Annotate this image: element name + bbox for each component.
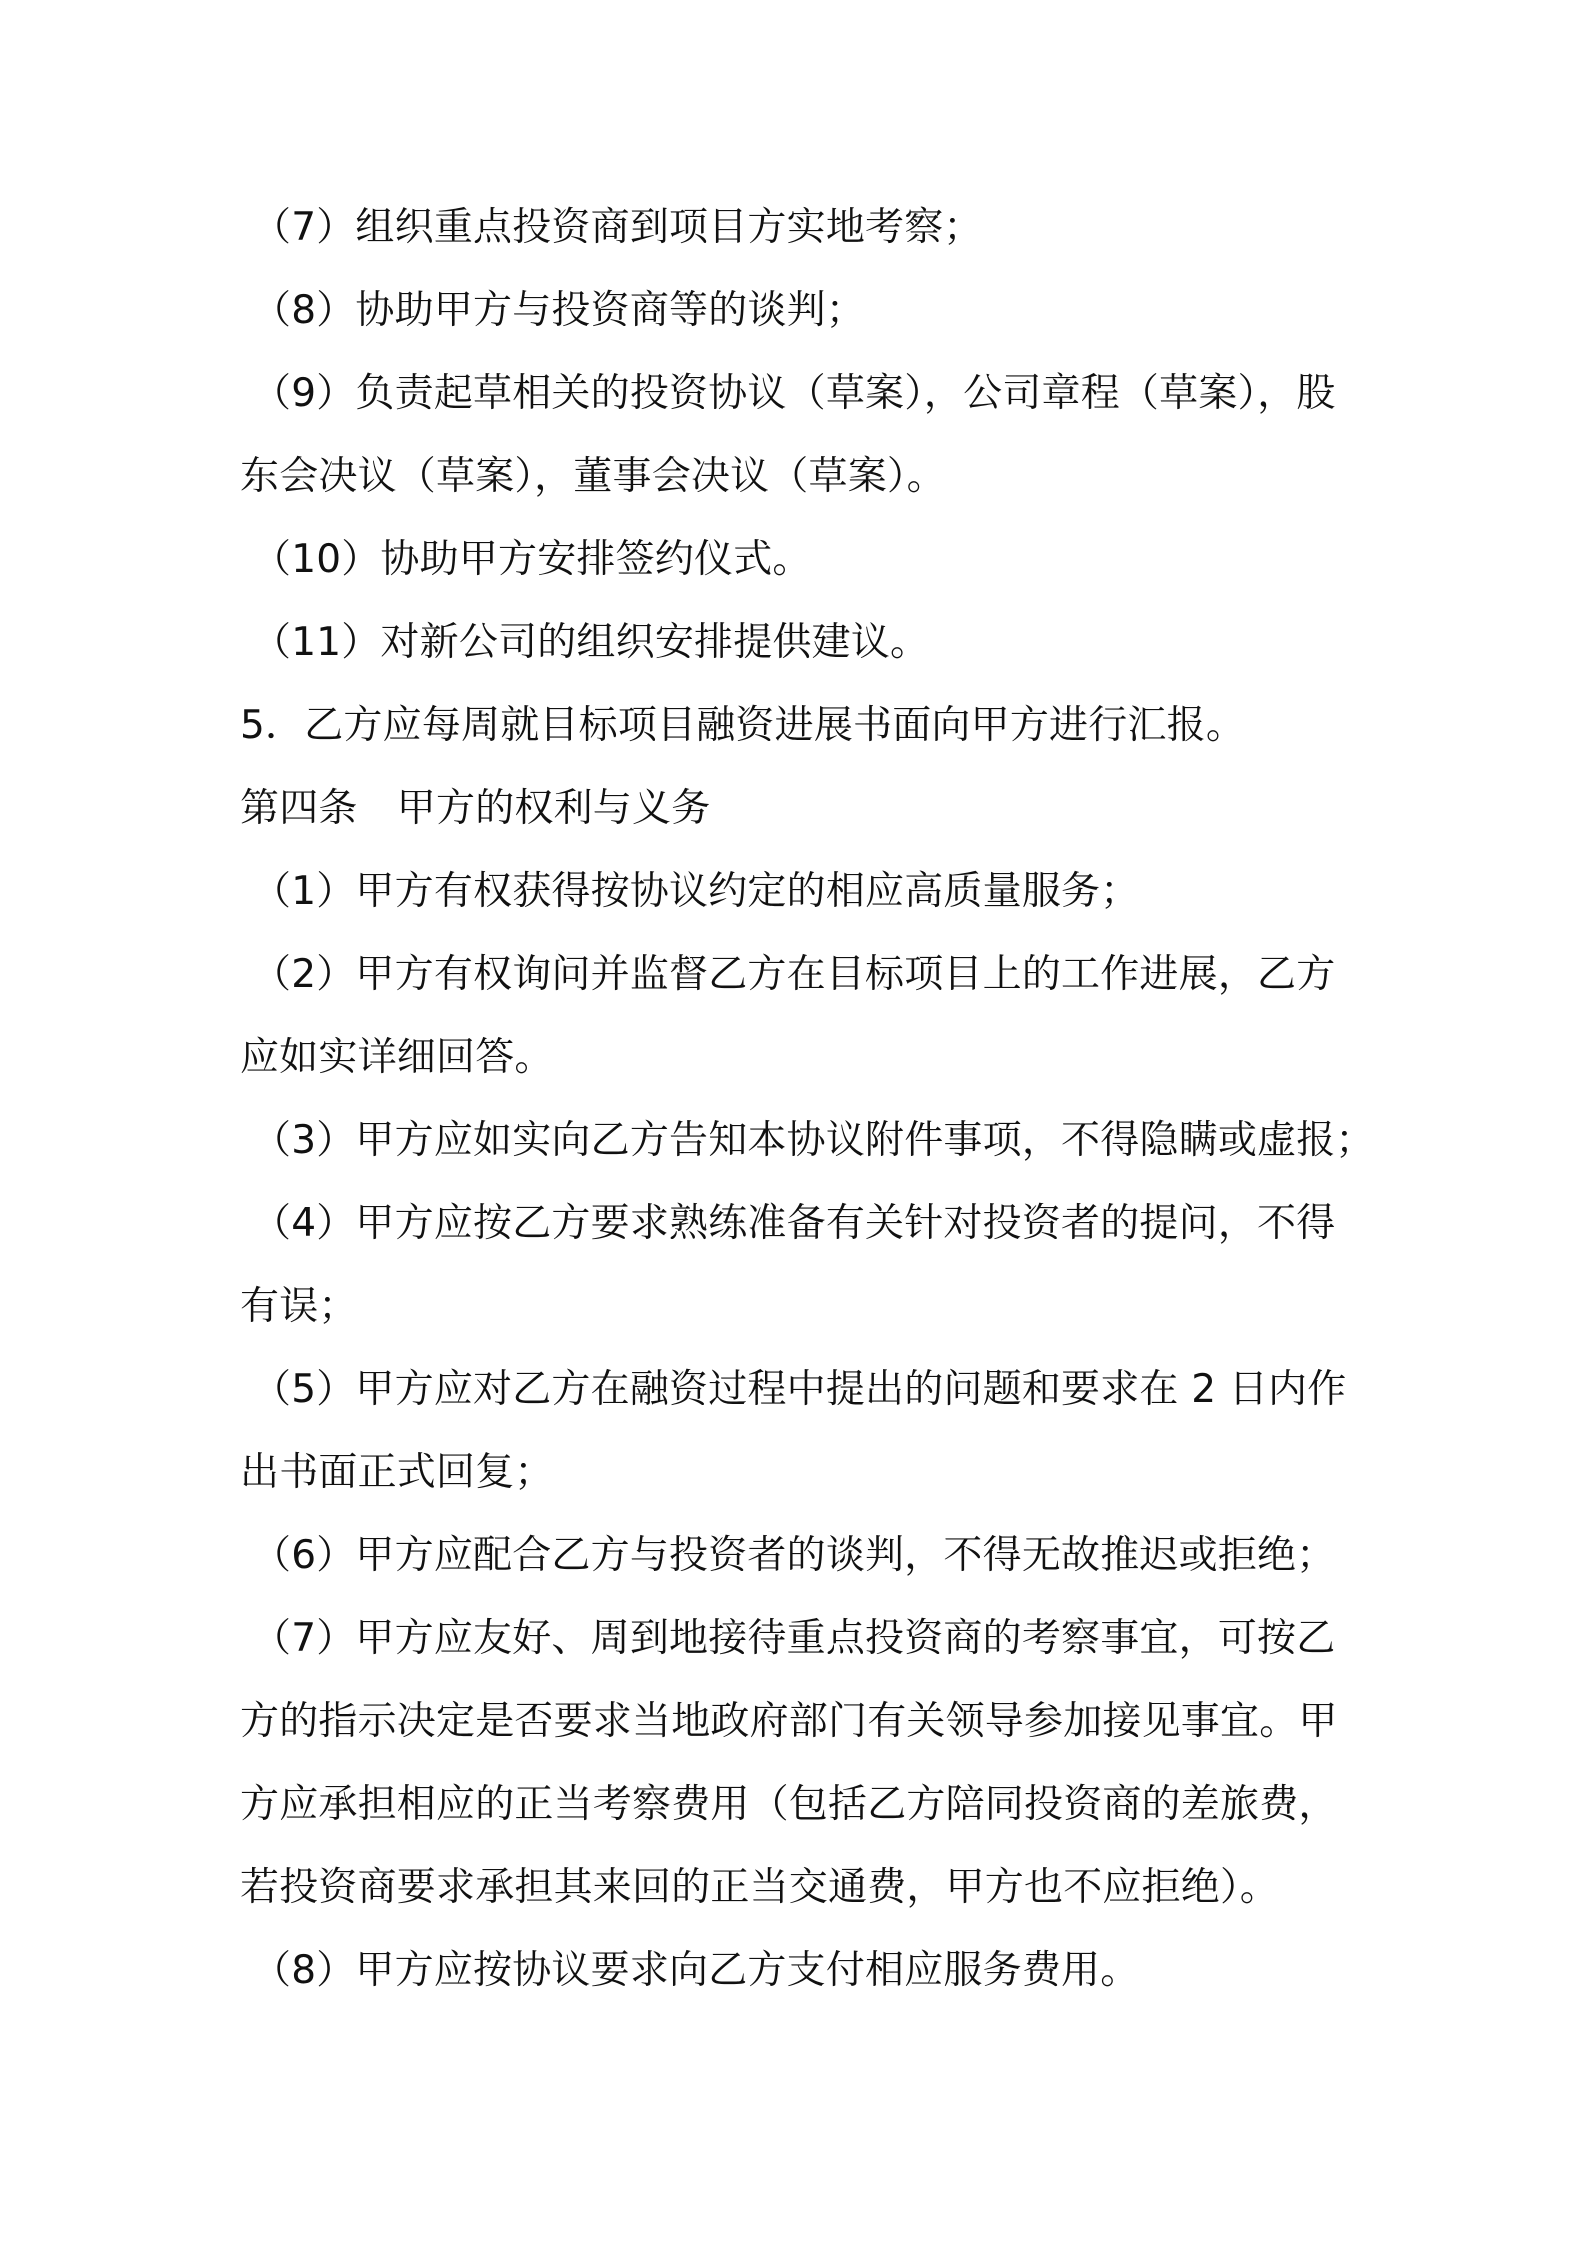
party-a-item-5-continuation: 出书面正式回复；	[240, 1450, 554, 1495]
party-a-item-4: （4）甲方应按乙方要求熟练准备有关针对投资者的提问，不得	[252, 1201, 1336, 1246]
party-a-item-7-continuation-1: 方的指示决定是否要求当地政府部门有关领导参加接见事宜。甲	[240, 1699, 1338, 1744]
article-4-heading: 第四条 甲方的权利与义务	[240, 786, 711, 831]
party-a-item-2: （2）甲方有权询问并监督乙方在目标项目上的工作进展，乙方	[252, 952, 1336, 997]
party-a-item-7: （7）甲方应友好、周到地接待重点投资商的考察事宜，可按乙	[252, 1616, 1336, 1661]
list-item-9-continuation: 东会决议（草案），董事会决议（草案）。	[240, 454, 946, 499]
list-item-10-signing: （10）协助甲方安排签约仪式。	[252, 537, 812, 582]
party-a-item-5: （5）甲方应对乙方在融资过程中提出的问题和要求在 2 日内作	[252, 1367, 1347, 1412]
clause-5-weekly-report: 5．乙方应每周就目标项目融资进展书面向甲方进行汇报。	[240, 703, 1246, 748]
party-a-item-7-continuation-3: 若投资商要求承担其来回的正当交通费，甲方也不应拒绝）。	[240, 1865, 1279, 1910]
list-item-7-site-visit: （7）组织重点投资商到项目方实地考察；	[252, 205, 983, 250]
list-item-8-negotiation: （8）协助甲方与投资商等的谈判；	[252, 288, 866, 333]
party-a-item-6: （6）甲方应配合乙方与投资者的谈判，不得无故推迟或拒绝；	[252, 1533, 1336, 1578]
list-item-9-drafting: （9）负责起草相关的投资协议（草案），公司章程（草案），股	[252, 371, 1336, 416]
party-a-item-2-continuation: 应如实详细回答。	[240, 1035, 554, 1080]
list-item-11-organization: （11）对新公司的组织安排提供建议。	[252, 620, 930, 665]
party-a-item-7-continuation-2: 方应承担相应的正当考察费用（包括乙方陪同投资商的差旅费，	[240, 1782, 1338, 1827]
party-a-item-3: （3）甲方应如实向乙方告知本协议附件事项，不得隐瞒或虚报；	[252, 1118, 1375, 1163]
party-a-item-1: （1）甲方有权获得按协议约定的相应高质量服务；	[252, 869, 1140, 914]
document-body	[240, 186, 1375, 2012]
party-a-item-8: （8）甲方应按协议要求向乙方支付相应服务费用。	[252, 1948, 1140, 1993]
party-a-item-4-continuation: 有误；	[240, 1284, 358, 1329]
